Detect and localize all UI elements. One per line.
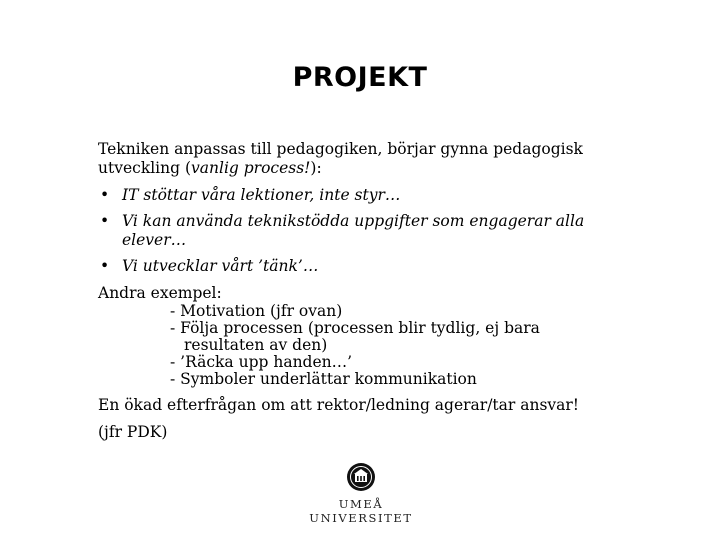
slide-body <box>98 140 618 450</box>
bullet-text: Vi utvecklar vårt ’tänk’… <box>122 257 319 275</box>
university-logo <box>296 462 426 525</box>
bullet-item <box>98 257 618 276</box>
bullet-text: IT stöttar våra lektioner, inte styr… <box>122 186 401 204</box>
umea-university-seal-icon <box>346 462 376 492</box>
logo-text: UMEÅ UNIVERSITET <box>309 497 413 525</box>
intro-paragraph <box>98 140 618 178</box>
intro-italic: vanlig process! <box>191 159 311 177</box>
example-item: - Symboler underlättar kommunikation <box>170 370 477 388</box>
bullet-icon: • <box>100 257 110 275</box>
reference-paragraph: (jfr PDK) <box>98 423 168 441</box>
example-item: - Motivation (jfr ovan) <box>170 302 343 320</box>
intro-end: ): <box>310 159 322 177</box>
bullet-text: Vi kan använda teknikstödda uppgifter som engagerar alla elever… <box>122 212 585 249</box>
example-item: - ’Räcka upp handen…’ <box>170 353 353 371</box>
example-item: - Följa processen (processen blir tydlig, ej bara <box>170 319 540 337</box>
examples-heading: Andra exempel: <box>98 284 222 302</box>
bullet-icon: • <box>100 186 110 204</box>
slide-title: PROJEKT <box>292 62 428 93</box>
examples-block <box>98 284 618 388</box>
bullet-item <box>98 186 618 205</box>
bullet-item <box>98 212 618 250</box>
intro-text: Tekniken anpassas till pedagogiken, börjar gynna pedagogisk utveckling ( <box>98 140 583 177</box>
bullet-icon: • <box>100 212 110 230</box>
demand-paragraph: En ökad efterfrågan om att rektor/ledning agerar/tar ansvar! <box>98 396 580 414</box>
example-item-continued: resultaten av den) <box>184 336 328 354</box>
bullet-list <box>98 186 618 276</box>
